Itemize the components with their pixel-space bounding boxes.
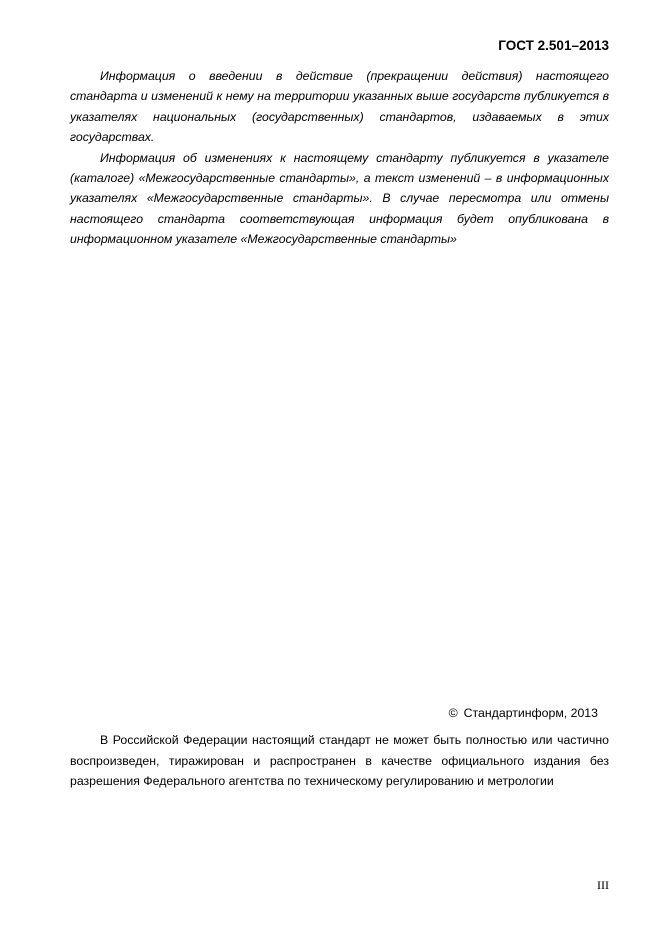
publication-info-section (70, 66, 609, 250)
copyright-text: Стандартинформ, 2013 (463, 706, 598, 720)
copyright-line (449, 706, 598, 720)
standard-designation: ГОСТ 2.501–2013 (498, 38, 609, 53)
info-paragraph-2: Информация об изменениях к настоящему стандарту публикуется в указателе (каталоге) «Межгосударственные стандарты», а текст изменений – в информационных указателях «Межгосударственные стандарты». В случае пересмотра или отмены настоящего стандарта соответствующая информация будет опубликована в информационном указателе «Межгосударственные стандарты» (70, 150, 609, 247)
page-number: III (597, 878, 609, 892)
notice-paragraph: В Российской Федерации настоящий стандарт не может быть полностью или частично воспроизведен, тиражирован и распространен в качестве официального издания без разрешения Федерального агентства по техническому регулированию и метрологии (70, 733, 609, 789)
copyright-icon: © (448, 706, 458, 720)
reproduction-notice (70, 730, 609, 792)
info-paragraph-1: Информация о введении в действие (прекращении действия) настоящего стандарта и изменений к нему на территории указанных выше государств публикуется в указателях национальных (государственных) стандартов, издаваемых в этих государствах. (70, 69, 609, 145)
